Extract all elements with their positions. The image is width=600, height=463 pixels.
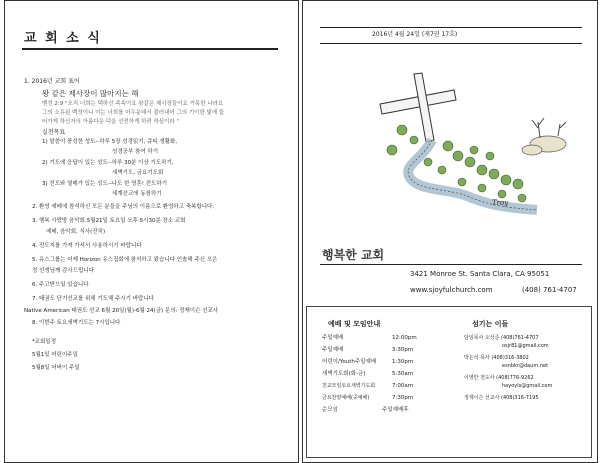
schedule-time: 3:30pm (392, 347, 414, 353)
staff-email[interactable]: hayoyls@gmail.com (502, 383, 553, 389)
news-item-cont: 예배, 음악회, 식사(잔치) (46, 229, 106, 235)
goal-item: 1) 말씀이 풍성한 성도--하루 5장 성경읽기, 큐티 생활화, (42, 139, 178, 145)
title-underline (22, 48, 278, 50)
motto: 왕 같은 제사장이 많아지는 해 (42, 89, 139, 98)
goal-item-cont: 성경공부 참여 하기 (112, 149, 159, 155)
news-item-cont: 정 선생님께 감사드립니다 (32, 268, 94, 274)
news-item: 1. 2016년 교회 표어 (24, 78, 80, 85)
schedule-time: 5:30am (392, 371, 414, 377)
staff-line: 정제이슨 선교사 (408)316-7195 (464, 395, 539, 401)
staff-line: 이영란 전도사 (408)776-9262 (464, 375, 534, 381)
church-rule (320, 264, 582, 265)
schedule-item: 5월1일 어린이주일 (32, 352, 78, 358)
church-website[interactable]: www.sjoyfulchurch.com (410, 286, 493, 294)
staff-line: 담임목사 오상준 (408)761-4707 (464, 335, 539, 341)
schedule-time: 1:30pm (392, 359, 414, 365)
bulletin-cover-page (302, 0, 598, 463)
schedule-label: 순모임 (322, 407, 338, 413)
news-item: 7. 태권도 단기선교를 위해 기도해 주시기 바랍니다 (32, 296, 154, 302)
church-phone: (408) 761-4707 (522, 286, 577, 294)
staff-email[interactable]: osjr81@gmail.com (502, 343, 549, 349)
news-item: 6. 주고받으일 있습니다 (32, 282, 89, 288)
goal-item: 3) 전도와 열매가 있는 성도--나도 한 영혼! 전도하기 (42, 181, 168, 187)
page-title: 교 회 소 식 (24, 31, 102, 46)
staff-heading: 섬기는 이들 (472, 319, 509, 328)
schedule-label: 어린이/Youth주일예배 (322, 359, 377, 365)
news-item-cont: Native American 태권도 선교 6월 20일(월)-6월 24(금) 문의: 정제이슨 선교사 (24, 308, 219, 314)
top-rule (320, 27, 582, 28)
top-rule-2 (320, 43, 582, 44)
goal-item-cont: 세계선교에 동참하기 (112, 191, 162, 197)
schedule-label: 주일예배 (322, 335, 344, 341)
staff-email[interactable]: esnbkr@daum.net (502, 363, 549, 369)
verse-line: 벧전 2:9 "오직 너희는 택하신 족속이요 왕같은 제사장들이요 거룩한 나라요 (42, 101, 224, 107)
news-item: 2. 환영 예배에 참석하신 모든 분들을 주님의 이름으로 환영하고 축복합니다. (32, 204, 215, 210)
news-item: 8. 이번주 토요새벽기도는 7시입니다 (32, 320, 121, 326)
goals-heading: 실천목표 (42, 129, 66, 136)
schedule-time: 12:00pm (392, 335, 417, 341)
goal-item-cont: 새벽기도, 금요기도회 (112, 170, 164, 176)
verse-line: 어가게 하신자의 아름다운 덕을 선전하게 하려 하심이라 " (42, 119, 179, 125)
schedule-label: 새벽기도회(화-금) (322, 371, 366, 377)
schedule-label: 금요찬양예배(중예배) (322, 395, 370, 401)
cross-illustration (362, 70, 572, 220)
verse-line: 그의 소유된 백성이니 이는 너희를 어두운데서 불러내어 그의 기이한 빛에 들 (42, 110, 225, 116)
church-address: 3421 Monroe St. Santa Clara, CA 95051 (410, 270, 550, 278)
schedule-label: 주일예배 (322, 347, 344, 353)
schedule-heading: *교회일정 (32, 339, 57, 345)
artist-signature: Troy (492, 199, 509, 207)
church-name: 행복한 교회 (322, 248, 385, 262)
schedule-time: 주일예배후 (382, 407, 409, 413)
news-item: 4. 전도지를 가져 가셔서 사용하시기 바랍니다 (32, 243, 142, 249)
schedule-item: 5월8일 어버이 주일 (32, 365, 80, 371)
issue-date: 2016년 4월 24일 (제7권 17호) (372, 31, 458, 38)
schedule-time: 7:00am (392, 383, 414, 389)
schedule-time: 7:30pm (392, 395, 414, 401)
info-box (306, 306, 592, 458)
news-item: 3. 행복 사랑방 음악회 5월21일 토요일 오후 5시30분 장소 교회 (32, 218, 186, 224)
schedule-heading: 예배 및 모임안내 (328, 319, 381, 328)
goal-item: 2) 기도에 응답이 있는 성도--하루 30분 이상 기도하기, (42, 160, 174, 166)
news-item: 5. 유스그룹는 어제 Horizon 유스집회에 참석하고 왔습니다 인솔해 주신 오은 (32, 257, 218, 263)
staff-line: 박은석 목사 (408)316-3802 (464, 355, 529, 361)
bulletin-news-page (4, 0, 299, 463)
schedule-label: 친교모임토요새벽기도회 (322, 383, 376, 389)
